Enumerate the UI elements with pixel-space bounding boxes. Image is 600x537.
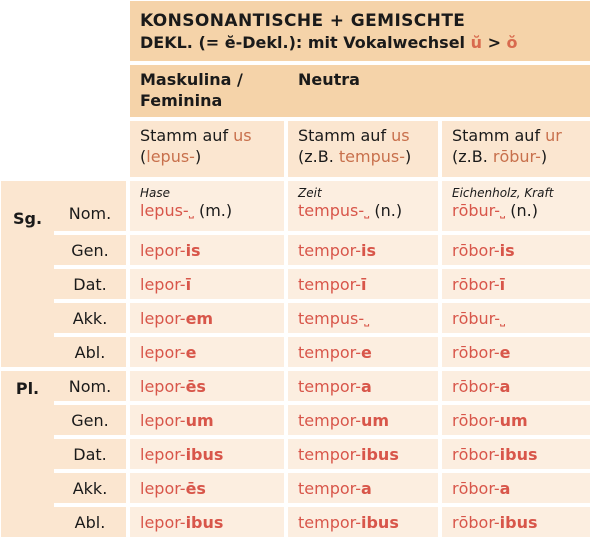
form-cell: rōbor-ī <box>442 269 590 299</box>
form-cell: tempor-e <box>288 337 438 367</box>
form-cell: lepor-ibus <box>130 507 284 537</box>
case-label: Dat. <box>54 439 126 469</box>
case-label: Akk. <box>54 473 126 503</box>
title-line-1: KONSONANTISCHE + GEMISCHTE <box>140 11 466 31</box>
form-cell: lepor-um <box>130 405 284 435</box>
declension-table <box>1 1 590 537</box>
form-cell: tempor-um <box>288 405 438 435</box>
case-label: Abl. <box>54 337 126 367</box>
form-cell: rōbor-e <box>442 337 590 367</box>
table-row <box>1 303 590 333</box>
form-cell: lepor-ēs <box>130 473 284 503</box>
form-cell: lepor-is <box>130 235 284 265</box>
table-row <box>1 439 590 469</box>
form-cell: tempor-ibus <box>288 507 438 537</box>
form-cell: rōbur-˽ <box>442 303 590 333</box>
vowel-to: ŏ <box>506 33 518 52</box>
form-cell: lepor-ibus <box>130 439 284 469</box>
table-row <box>1 337 590 367</box>
stem-info-1: Stamm auf us (lepus-) <box>130 121 284 177</box>
case-label: Abl. <box>54 507 126 537</box>
form-cell: tempor-is <box>288 235 438 265</box>
column-header-masc-fem: Maskulina / Feminina <box>130 65 284 117</box>
form-cell: tempor-a <box>288 371 438 401</box>
form-cell: lepor-em <box>130 303 284 333</box>
form-cell: Hase lepus-˽ (m.) <box>130 181 284 231</box>
form-cell: tempor-ibus <box>288 439 438 469</box>
form-cell: rōbor-ibus <box>442 507 590 537</box>
stem-info-3: Stamm auf ur (z.B. rōbur-) <box>442 121 590 177</box>
table-row <box>1 473 590 503</box>
stem-info-2: Stamm auf us (z.B. tempus-) <box>288 121 438 177</box>
table-row <box>1 371 590 401</box>
column-header-neutra: Neutra <box>288 65 590 117</box>
table-row <box>1 235 590 265</box>
case-label: Nom. <box>54 371 126 401</box>
table-title <box>130 1 590 61</box>
table-row <box>1 269 590 299</box>
form-cell: tempus-˽ <box>288 303 438 333</box>
form-cell: lepor-e <box>130 337 284 367</box>
number-plural: Pl. <box>1 371 54 537</box>
form-cell: Eichenholz, Kraft rōbur-˽ (n.) <box>442 181 590 231</box>
form-cell: lepor-ī <box>130 269 284 299</box>
form-cell: rōbor-ibus <box>442 439 590 469</box>
form-cell: rōbor-um <box>442 405 590 435</box>
form-cell: tempor-ī <box>288 269 438 299</box>
case-label: Gen. <box>54 235 126 265</box>
table-row <box>1 181 590 231</box>
case-label: Nom. <box>54 181 126 231</box>
number-singular: Sg. <box>1 181 54 367</box>
case-label: Dat. <box>54 269 126 299</box>
corner-blank <box>1 1 126 61</box>
title-line-2: DEKL. (= ĕ-Dekl.): mit Vokalwechsel ŭ > ŏ <box>140 33 518 52</box>
form-cell: rōbor-a <box>442 371 590 401</box>
case-label: Akk. <box>54 303 126 333</box>
form-cell: tempor-a <box>288 473 438 503</box>
form-cell: lepor-ēs <box>130 371 284 401</box>
form-cell: Zeit tempus-˽ (n.) <box>288 181 438 231</box>
form-cell: rōbor-is <box>442 235 590 265</box>
form-cell: rōbor-a <box>442 473 590 503</box>
case-label: Gen. <box>54 405 126 435</box>
vowel-from: ŭ <box>470 33 482 52</box>
table-row <box>1 405 590 435</box>
